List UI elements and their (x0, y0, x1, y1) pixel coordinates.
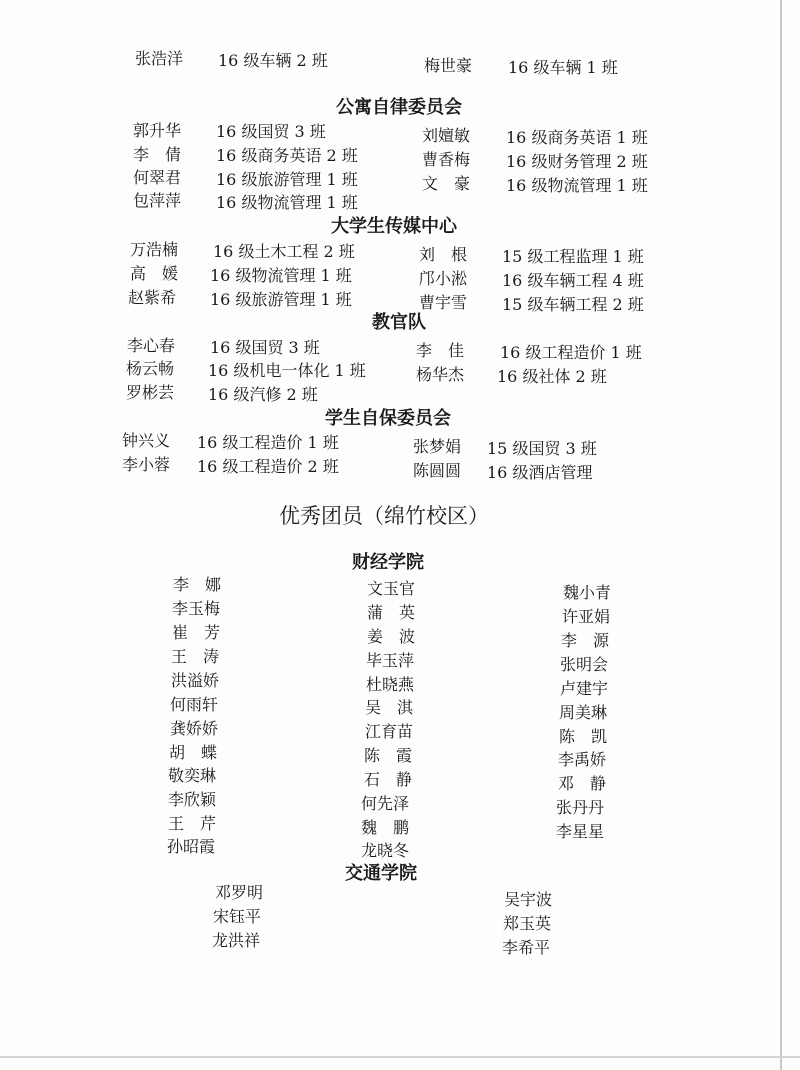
member-name: 李禹娇 (558, 750, 607, 769)
member-name: 杨华杰 (416, 365, 465, 384)
member-name: 李 佳 (416, 341, 465, 360)
page-edge-right (780, 0, 782, 1070)
member-name: 龚娇娇 (170, 719, 219, 738)
member-name: 石 静 (364, 770, 413, 789)
member-name: 刘 根 (419, 245, 468, 264)
member-class: 16 级车辆 1 班 (508, 58, 618, 77)
member-name: 姜 波 (367, 627, 416, 646)
member-name: 邝小淞 (419, 269, 468, 288)
member-name: 钟兴义 (122, 431, 171, 450)
member-name: 李星星 (556, 822, 605, 841)
member-name: 李玉梅 (172, 599, 221, 618)
member-name: 文玉官 (367, 579, 416, 598)
member-class: 15 级工程监理 1 班 (502, 247, 644, 266)
member-name: 高 媛 (130, 264, 179, 283)
college-title: 交通学院 (345, 863, 417, 884)
member-class: 16 级土木工程 2 班 (213, 242, 355, 261)
member-name: 王 芹 (168, 814, 217, 833)
award-title: 优秀团员（绵竹校区） (279, 504, 489, 528)
member-name: 孙昭霞 (167, 837, 216, 856)
member-class: 16 级车辆 2 班 (218, 51, 328, 70)
member-name: 江育苗 (365, 722, 414, 741)
member-name: 邓 静 (558, 774, 607, 793)
member-name: 曹宇雪 (419, 293, 468, 312)
member-name: 敬奕琳 (168, 766, 217, 785)
member-name: 宋钰平 (213, 907, 262, 926)
member-name: 李 源 (561, 631, 610, 650)
member-name: 张明会 (560, 655, 609, 674)
member-class: 16 级社体 2 班 (497, 367, 607, 386)
member-class: 15 级车辆工程 2 班 (502, 295, 644, 314)
member-name: 李 倩 (133, 145, 182, 164)
member-name: 赵紫希 (128, 288, 177, 307)
member-name: 李小蓉 (122, 455, 171, 474)
member-name: 何先泽 (361, 794, 410, 813)
member-name: 包萍萍 (133, 191, 182, 210)
member-name: 龙洪祥 (212, 931, 261, 950)
member-name: 文 豪 (422, 174, 471, 193)
member-class: 16 级物流管理 1 班 (216, 193, 358, 212)
member-class: 16 级工程造价 1 班 (500, 343, 642, 362)
member-class: 16 级车辆工程 4 班 (502, 271, 644, 290)
member-class: 15 级国贸 3 班 (487, 439, 597, 458)
member-name: 李欣颖 (168, 790, 217, 809)
member-name: 张梦娟 (413, 437, 462, 456)
member-class: 16 级汽修 2 班 (208, 385, 318, 404)
member-name: 龙晓冬 (361, 841, 410, 860)
member-name: 梅世豪 (424, 56, 473, 75)
member-name: 魏 鹏 (361, 818, 410, 837)
member-class: 16 级国贸 3 班 (210, 338, 320, 357)
member-class: 16 级商务英语 1 班 (506, 128, 648, 147)
member-name: 郭升华 (133, 121, 182, 140)
member-class: 16 级旅游管理 1 班 (216, 170, 358, 189)
member-name: 陈圆圆 (413, 461, 462, 480)
section-title: 教官队 (372, 312, 426, 333)
member-class: 16 级国贸 3 班 (216, 122, 326, 141)
section-title: 学生自保委员会 (325, 408, 451, 429)
member-class: 16 级财务管理 2 班 (506, 152, 648, 171)
member-name: 张浩洋 (135, 49, 184, 68)
member-name: 毕玉萍 (366, 651, 415, 670)
member-name: 李心春 (127, 336, 176, 355)
member-name: 崔 芳 (172, 623, 221, 642)
member-class: 16 级物流管理 1 班 (506, 176, 648, 195)
member-name: 张丹丹 (556, 798, 605, 817)
member-name: 卢建宇 (560, 679, 609, 698)
member-name: 魏小青 (563, 583, 612, 602)
member-name: 邓罗明 (215, 883, 264, 902)
section-title: 公寓自律委员会 (336, 97, 462, 118)
member-class: 16 级商务英语 2 班 (216, 146, 358, 165)
member-name: 周美琳 (559, 703, 608, 722)
member-class: 16 级工程造价 2 班 (197, 457, 339, 476)
member-class: 16 级旅游管理 1 班 (210, 290, 352, 309)
member-name: 吴 淇 (365, 698, 414, 717)
member-name: 何雨轩 (170, 695, 219, 714)
member-name: 陈 凯 (559, 727, 608, 746)
member-class: 16 级酒店管理 (487, 463, 593, 482)
member-name: 许亚娟 (562, 607, 611, 626)
member-name: 王 涛 (171, 647, 220, 666)
member-name: 胡 蝶 (169, 743, 218, 762)
member-name: 李 娜 (173, 575, 222, 594)
college-title: 财经学院 (352, 552, 424, 573)
member-name: 曹香梅 (422, 150, 471, 169)
member-class: 16 级工程造价 1 班 (197, 433, 339, 452)
member-name: 郑玉英 (503, 914, 552, 933)
section-title: 大学生传媒中心 (331, 216, 457, 237)
member-name: 陈 霞 (364, 746, 413, 765)
member-name: 万浩楠 (130, 240, 179, 259)
member-name: 罗彬芸 (126, 383, 175, 402)
member-name: 杜晓燕 (366, 675, 415, 694)
member-name: 杨云畅 (126, 359, 175, 378)
member-name: 何翠君 (133, 168, 182, 187)
member-name: 吴宇波 (504, 890, 553, 909)
member-name: 刘嬗敏 (422, 126, 471, 145)
member-name: 李希平 (502, 938, 551, 957)
member-class: 16 级物流管理 1 班 (210, 266, 352, 285)
member-class: 16 级机电一体化 1 班 (208, 361, 366, 380)
member-name: 洪溢娇 (171, 671, 220, 690)
page-edge-bottom (0, 1056, 800, 1058)
member-name: 蒲 英 (367, 603, 416, 622)
